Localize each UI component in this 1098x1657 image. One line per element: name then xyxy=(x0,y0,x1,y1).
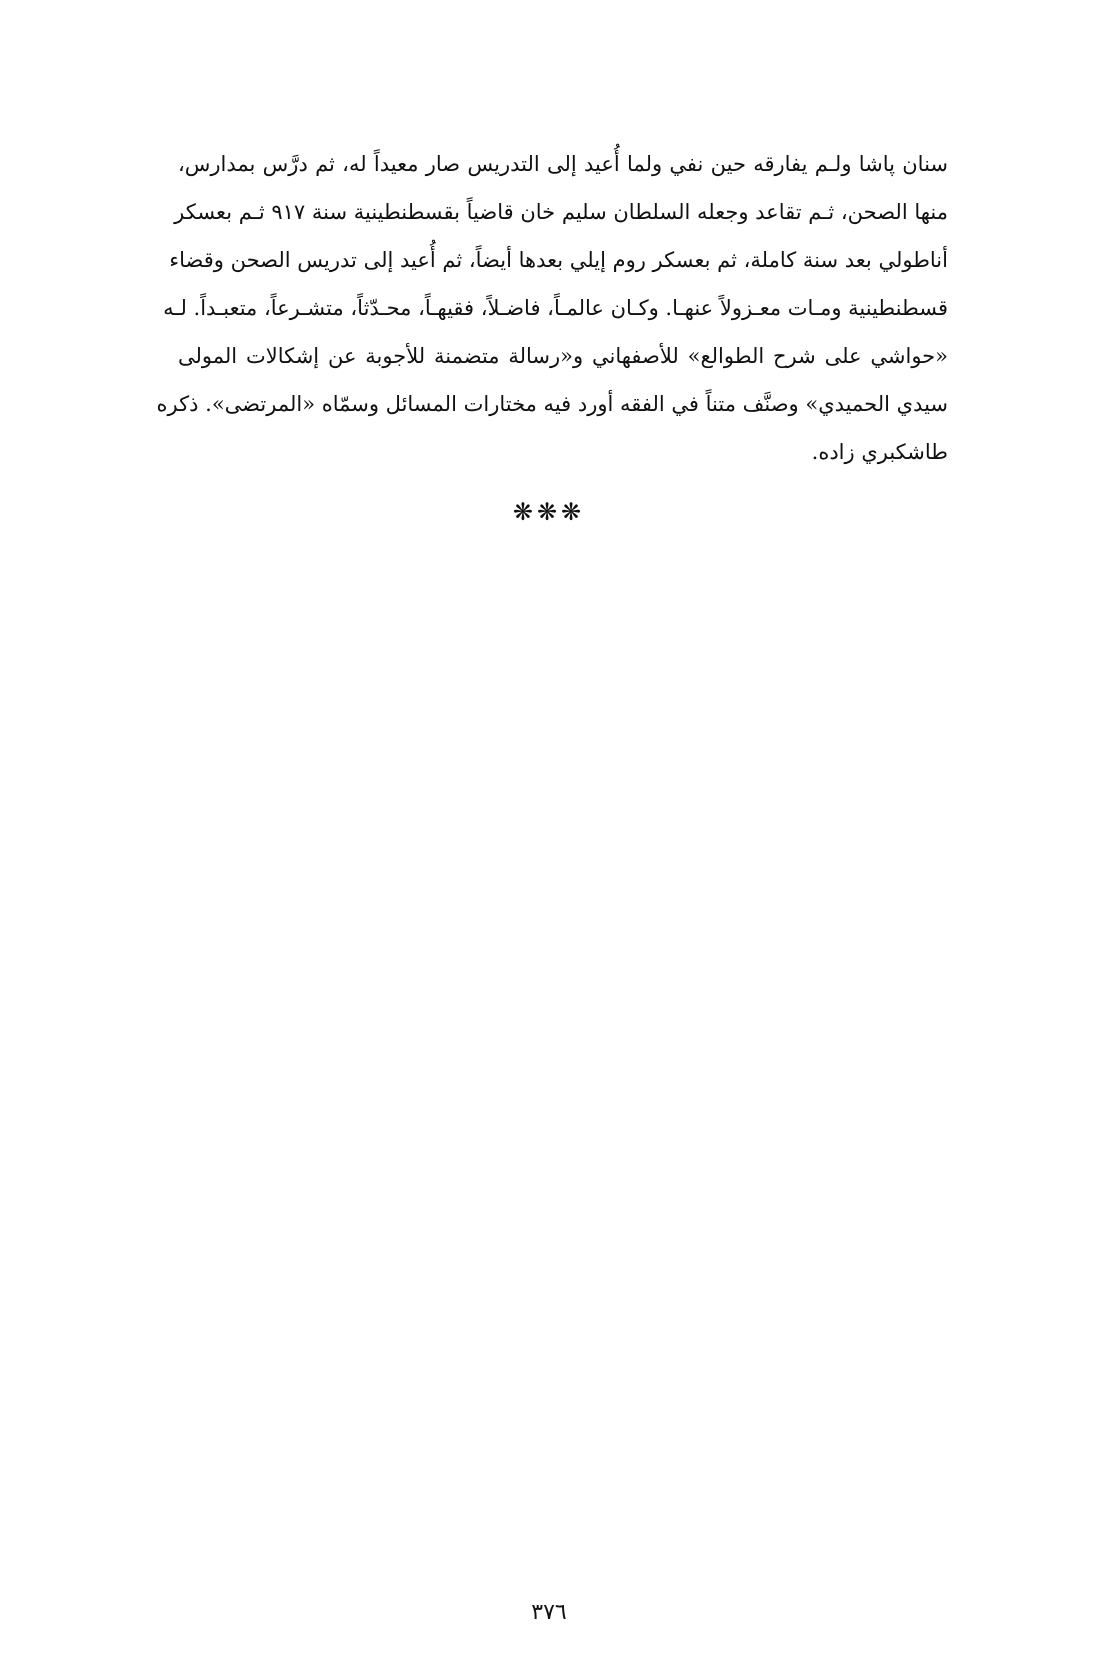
text-line: أناطولي بعد سنة كاملة، ثم بعسكر روم إيلي بعدها أيضاً، ثم أُعيد إلى تدريس الصحن وقضاء xyxy=(169,248,948,272)
text-line: «حواشي على شرح الطوالع» للأصفهاني و«رسالة متضمنة للأجوبة عن إشكالات المولى xyxy=(178,344,948,368)
text-line: منها الصحن، ثـم تقاعد وجعله السلطان سليم خان قاضياً بقسطنطينية سنة ٩١٧ ثـم بعسكر xyxy=(174,200,948,224)
text-line: طاشكبري زاده. xyxy=(811,440,948,464)
body-paragraph xyxy=(156,140,948,476)
text-line: سنان پاشا ولـم يفارقه حين نفي ولما أُعيد إلى التدريس صار معيداً له، ثم درَّس بمدارس، xyxy=(178,152,948,176)
section-divider-ornament: ❋❋❋ xyxy=(512,498,586,526)
text-line: قسطنطينية ومـات معـزولاً عنهـا. وكـان عالمـاً، فاضـلاً، فقيهـاً، محـدّثاً، متشـرعاً، متعبـداً. لـه xyxy=(163,296,948,320)
page-number: ٣٧٦ xyxy=(531,1600,567,1625)
text-line: سيدي الحميدي» وصنَّف متناً في الفقه أورد فيه مختارات المسائل وسمّاه «المرتضى». ذكره xyxy=(156,392,948,416)
